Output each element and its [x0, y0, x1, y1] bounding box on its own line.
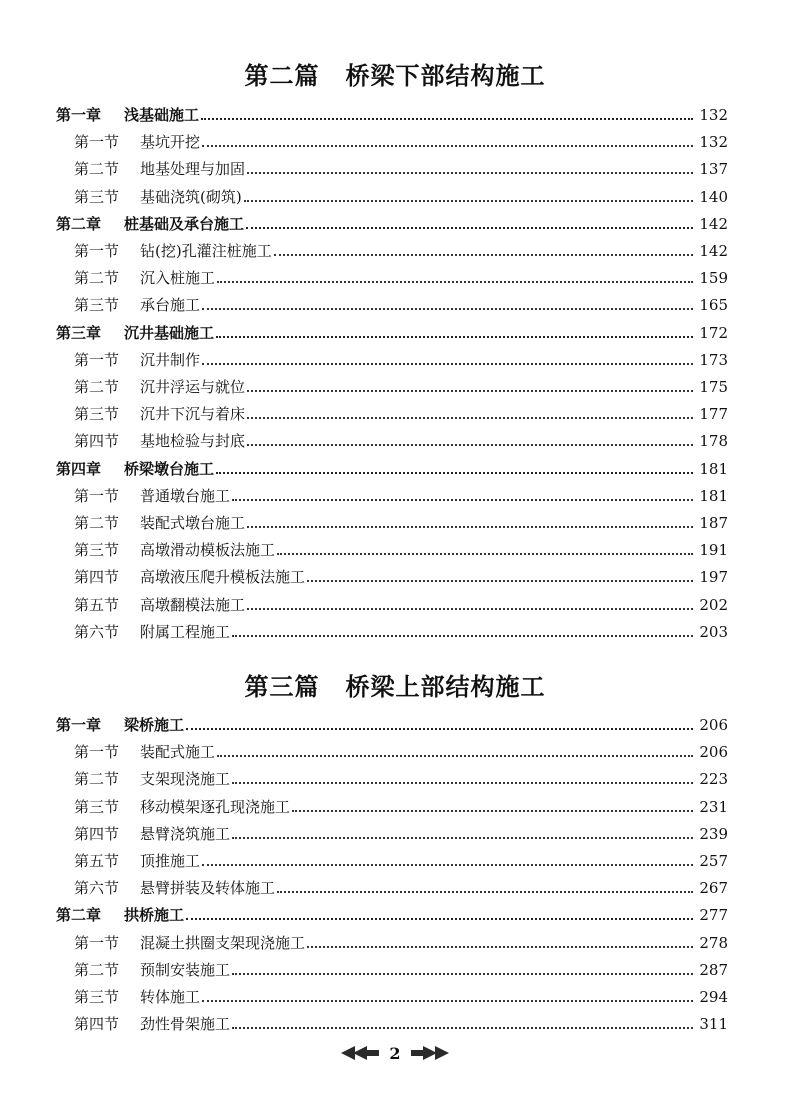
page-ref: 191	[699, 541, 728, 560]
page-ref: 181	[699, 459, 728, 478]
toc-chapter-row	[56, 321, 728, 343]
section-number: 第四节	[74, 568, 120, 587]
toc-section-row	[74, 876, 728, 898]
toc-chapter-row	[56, 713, 728, 735]
dot-leader	[292, 808, 693, 812]
dot-leader	[217, 279, 693, 283]
dot-leader	[247, 606, 693, 610]
toc-section-row	[74, 348, 728, 370]
section-title: 基坑开挖	[140, 133, 201, 152]
section-title: 钻(挖)孔灌注桩施工	[140, 242, 272, 260]
section-number: 第三节	[74, 797, 120, 816]
section-number: 第五节	[74, 595, 120, 614]
toc-chapter-row	[56, 903, 728, 925]
page-ref: 175	[699, 378, 728, 396]
toc-section-row	[74, 266, 728, 288]
toc-chapter-row	[56, 212, 728, 234]
dot-leader	[202, 306, 693, 310]
page-ref: 142	[699, 214, 728, 233]
toc-section-row	[74, 185, 728, 207]
section-title: 装配式墩台施工	[140, 514, 246, 532]
section-number: 第二节	[74, 269, 120, 288]
toc-section-row	[74, 239, 728, 261]
toc-section-row	[74, 822, 728, 844]
page-ref: 159	[699, 269, 728, 288]
dot-leader	[247, 170, 693, 174]
double-right-arrow-icon	[409, 1044, 451, 1062]
page-ref: 257	[699, 852, 728, 870]
dot-leader	[232, 497, 693, 501]
toc-section-row	[74, 538, 728, 560]
page-ref: 142	[699, 242, 728, 260]
toc-section-row	[74, 511, 728, 533]
page-ref: 132	[699, 106, 728, 124]
page-ref: 277	[699, 906, 728, 925]
section-number: 第六节	[74, 879, 120, 898]
page-ref: 165	[699, 296, 728, 315]
dot-leader	[246, 225, 693, 229]
section-number: 第一节	[74, 133, 120, 152]
section-title: 高墩滑动模板法施工	[140, 541, 276, 560]
part-title-2	[0, 56, 790, 91]
section-title: 移动模架逐孔现浇施工	[140, 797, 291, 816]
dot-leader	[277, 551, 693, 555]
dot-leader	[202, 862, 693, 866]
section-number: 第三节	[74, 405, 120, 424]
page-ref: 181	[699, 486, 728, 505]
section-title: 支架现浇施工	[140, 770, 231, 789]
section-title: 悬臂浇筑施工	[140, 824, 231, 843]
dot-leader	[232, 780, 693, 784]
section-number: 第六节	[74, 622, 120, 641]
dot-leader	[307, 944, 693, 948]
section-title: 沉井制作	[140, 350, 201, 369]
dot-leader	[247, 388, 693, 392]
page-ref: 197	[699, 568, 728, 587]
toc-section-row	[74, 565, 728, 587]
toc-section-row	[74, 958, 728, 980]
section-number: 第一节	[74, 486, 120, 505]
section-title: 混凝土拱圈支架现浇施工	[140, 933, 306, 952]
toc-section-row	[74, 130, 728, 152]
chapter-title: 浅基础施工	[124, 106, 200, 124]
section-title: 普通墩台施工	[140, 486, 231, 505]
section-number: 第一节	[74, 242, 120, 260]
dot-leader	[216, 470, 693, 474]
section-title: 顶推施工	[140, 852, 201, 870]
chapter-title: 梁桥施工	[124, 716, 185, 734]
part-name: 桥梁下部结构施工	[345, 61, 546, 90]
section-number: 第三节	[74, 541, 120, 560]
page-ref: 239	[699, 824, 728, 843]
toc-section-row	[74, 429, 728, 451]
section-title: 附属工程施工	[140, 622, 231, 641]
section-number: 第二节	[74, 160, 120, 179]
toc-section-row	[74, 375, 728, 397]
toc-section-row	[74, 849, 728, 871]
section-title: 转体施工	[140, 988, 201, 1006]
section-number: 第二节	[74, 770, 120, 789]
section-title: 地基处理与加固	[140, 160, 246, 179]
part-label: 第三篇	[244, 672, 320, 701]
section-title: 沉井浮运与就位	[140, 378, 246, 396]
toc-section-row	[74, 402, 728, 424]
page-ref: 202	[699, 595, 728, 614]
dot-leader	[186, 726, 693, 730]
double-left-arrow-icon	[339, 1044, 381, 1062]
dot-leader	[247, 415, 693, 419]
section-title: 劲性骨架施工	[140, 1015, 231, 1034]
page-ref: 294	[699, 988, 728, 1006]
dot-leader	[232, 633, 693, 637]
page-ref: 206	[699, 716, 728, 734]
section-title: 装配式施工	[140, 743, 216, 762]
chapter-number: 第一章	[56, 716, 102, 734]
page-ref: 172	[699, 323, 728, 342]
toc-section-row	[74, 795, 728, 817]
page-ref: 140	[699, 187, 728, 206]
part-label: 第二篇	[244, 61, 320, 90]
page-ref: 206	[699, 743, 728, 762]
dot-leader	[202, 361, 693, 365]
section-number: 第一节	[74, 933, 120, 952]
section-title: 基础浇筑(砌筑)	[140, 187, 242, 206]
toc-section-row	[74, 740, 728, 762]
page-ref: 267	[699, 879, 728, 898]
toc-section-row	[74, 985, 728, 1007]
section-title: 预制安装施工	[140, 960, 231, 979]
dot-leader	[217, 753, 693, 757]
toc-chapter-row	[56, 103, 728, 125]
section-number: 第四节	[74, 824, 120, 843]
page-ref: 132	[699, 133, 728, 152]
page-ref: 278	[699, 933, 728, 952]
part-title-3	[0, 667, 790, 702]
dot-leader	[277, 889, 693, 893]
section-number: 第二节	[74, 960, 120, 979]
toc-section-row	[74, 157, 728, 179]
chapter-title: 桩基础及承台施工	[124, 214, 245, 233]
chapter-number: 第三章	[56, 323, 102, 342]
section-number: 第四节	[74, 432, 120, 451]
page-footer	[0, 1040, 790, 1066]
toc-section-row	[74, 931, 728, 953]
page-ref: 137	[699, 160, 728, 179]
page-ref: 173	[699, 350, 728, 369]
section-number: 第一节	[74, 743, 120, 762]
chapter-number: 第二章	[56, 214, 102, 233]
dot-leader	[274, 252, 694, 256]
section-number: 第二节	[74, 514, 120, 532]
page-ref: 187	[699, 514, 728, 532]
section-number: 第二节	[74, 378, 120, 396]
toc-section-row	[74, 767, 728, 789]
chapter-number: 第一章	[56, 106, 102, 124]
chapter-title: 沉井基础施工	[124, 323, 215, 342]
dot-leader	[232, 1025, 693, 1029]
section-title: 高墩液压爬升模板法施工	[140, 568, 306, 587]
page-ref: 231	[699, 797, 728, 816]
toc-chapter-row	[56, 457, 728, 479]
dot-leader	[202, 143, 693, 147]
section-title: 承台施工	[140, 296, 201, 315]
page-ref: 223	[699, 770, 728, 789]
dot-leader	[202, 998, 693, 1002]
dot-leader	[247, 524, 693, 528]
dot-leader	[307, 578, 693, 582]
chapter-title: 桥梁墩台施工	[124, 459, 215, 478]
toc-section-row	[74, 620, 728, 642]
toc-section-row	[74, 593, 728, 615]
section-number: 第一节	[74, 350, 120, 369]
dot-leader	[244, 198, 694, 202]
page-ref: 178	[699, 432, 728, 451]
dot-leader	[216, 334, 693, 338]
dot-leader	[247, 442, 693, 446]
section-title: 基地检验与封底	[140, 432, 246, 451]
dot-leader	[232, 971, 693, 975]
chapter-number: 第四章	[56, 459, 102, 478]
chapter-title: 拱桥施工	[124, 906, 185, 925]
page-ref: 203	[699, 622, 728, 641]
dot-leader	[232, 835, 693, 839]
page-ref: 311	[699, 1015, 728, 1034]
page-number: 2	[389, 1043, 401, 1063]
section-number: 第四节	[74, 1015, 120, 1034]
section-title: 沉入桩施工	[140, 269, 216, 288]
chapter-number: 第二章	[56, 906, 102, 925]
section-title: 悬臂拼装及转体施工	[140, 879, 276, 898]
section-title: 高墩翻模法施工	[140, 595, 246, 614]
toc-section-row	[74, 293, 728, 315]
section-title: 沉井下沉与着床	[140, 405, 246, 424]
section-number: 第三节	[74, 296, 120, 315]
dot-leader	[201, 116, 693, 120]
section-number: 第五节	[74, 852, 120, 870]
toc-section-row	[74, 1012, 728, 1034]
toc-section-row	[74, 484, 728, 506]
page-ref: 177	[699, 405, 728, 424]
part-name: 桥梁上部结构施工	[345, 672, 546, 701]
page-ref: 287	[699, 960, 728, 979]
dot-leader	[186, 916, 693, 920]
section-number: 第三节	[74, 988, 120, 1006]
section-number: 第三节	[74, 187, 120, 206]
